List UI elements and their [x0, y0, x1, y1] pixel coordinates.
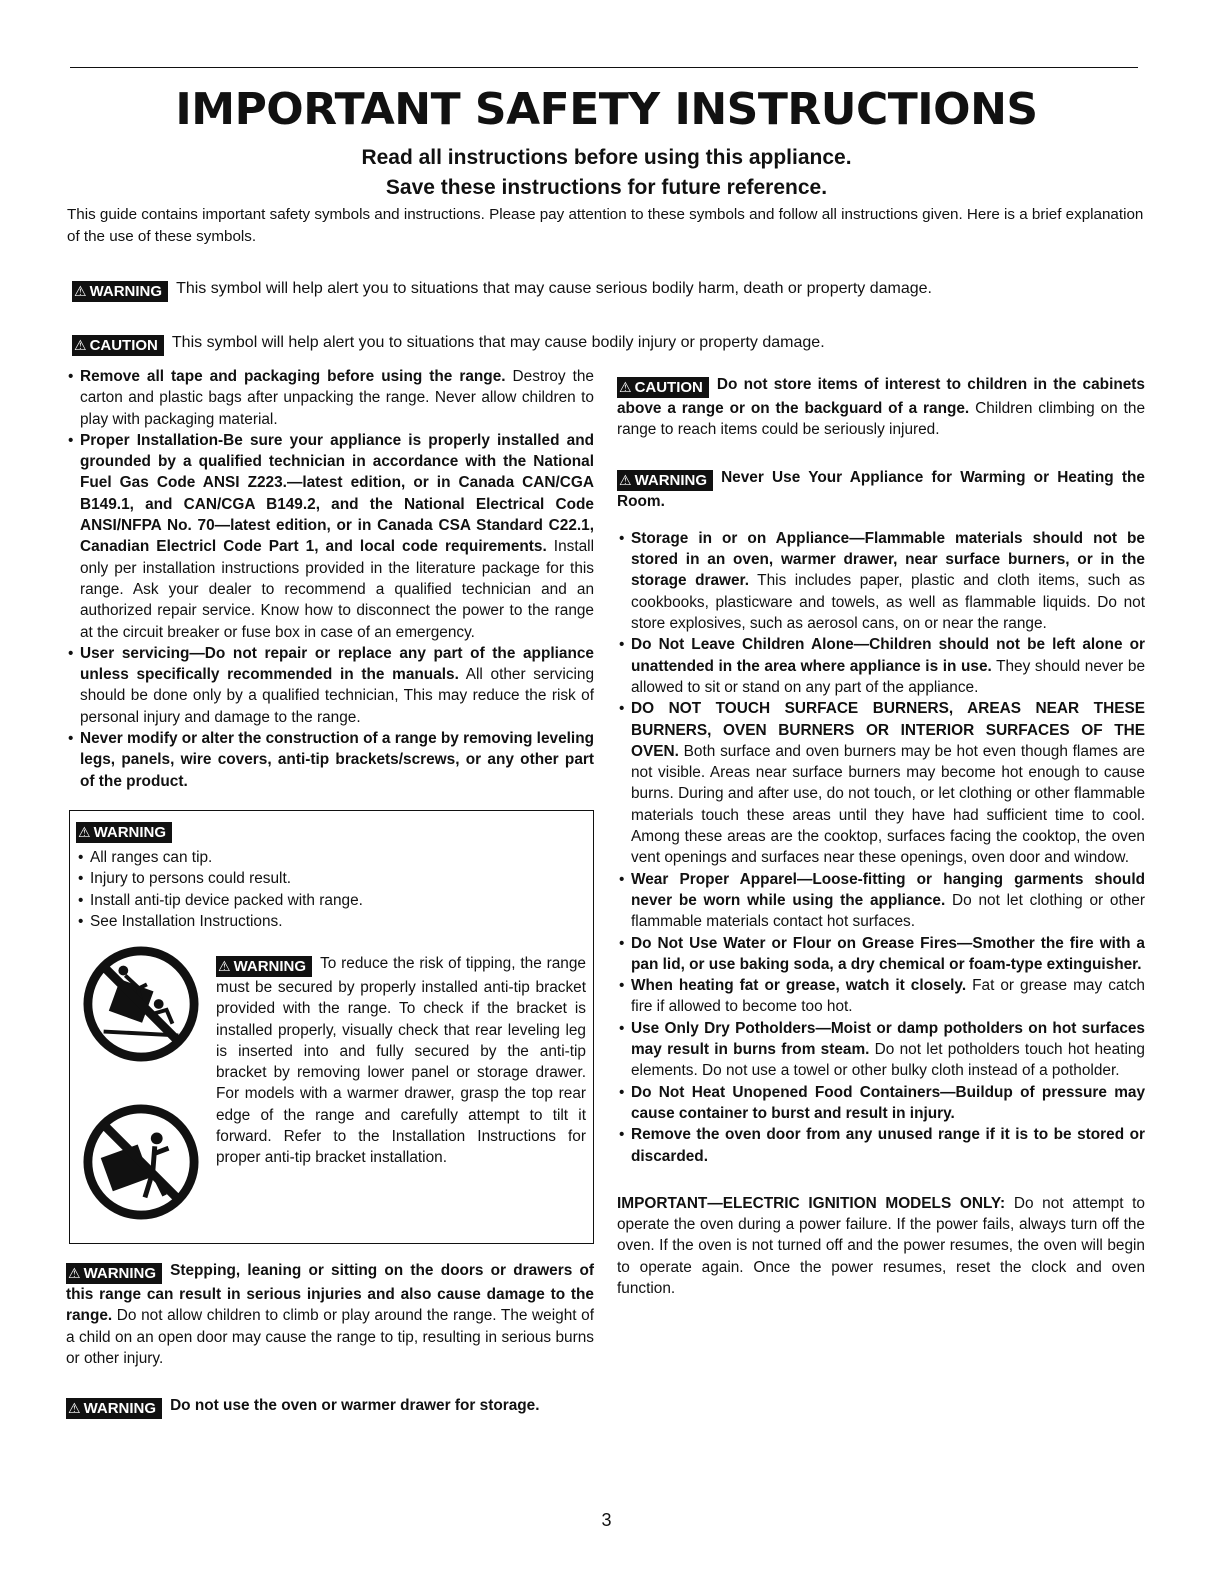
list-item: • Do Not Leave Children Alone—Children should not be left alone or unattended in the area where appliance is in use. They should never be allowed to sit or stand on any part of the appliance. [631, 634, 1145, 698]
ignition-note: IMPORTANT—ELECTRIC IGNITION MODELS ONLY: Do not attempt to operate the oven during a power failure. If the power fails, always turn off the oven. If the oven is not turned off and the power resumes, the oven will begin to operate again. Once the power resumes, reset the clock and oven function. [617, 1194, 1145, 1297]
alert-triangle-icon: ⚠ [68, 1264, 81, 1281]
alert-triangle-icon: ⚠ [74, 337, 87, 353]
alert-triangle-icon: ⚠ [74, 283, 87, 299]
left-bullet-list [66, 366, 594, 792]
right-bullet-list [617, 528, 1145, 1167]
list-item: • User servicing—Do not repair or replace any part of the appliance unless specifically recommended in the manuals. All other servicing should be done only by a qualified technician, This may reduce the risk of personal injury and damage to the range. [80, 643, 594, 728]
top-rule [70, 67, 1138, 68]
intro-paragraph: This guide contains important safety symbols and instructions. Please pay attention to these symbols and follow all instructions given. Here is a brief explanation of the use of these symbols. [67, 206, 1144, 245]
stepping-warning: ⚠ WARNING Stepping, leaning or sitting on the doors or drawers of this range can result in serious injuries and also cause damage to the range. Do not allow children to climb or play around the range. The weight of a child on an open door may cause the range to tip, resulting in serious burns or other injury. [66, 1261, 594, 1367]
warning-symbol-explanation [72, 278, 932, 302]
warning-label: ⚠ WARNING [72, 281, 168, 302]
list-item: • Remove all tape and packaging before using the range. Destroy the carton and plastic bags after unpacking the range. Never allow children to play with packaging material. [80, 366, 594, 430]
caution-label: ⚠ CAUTION [617, 377, 709, 398]
prohibition-signs [82, 945, 202, 1262]
list-item: • All ranges can tip. [90, 847, 585, 868]
page-number: 3 [601, 1510, 612, 1530]
list-item: • When heating fat or grease, watch it closely. Fat or grease may catch fire if allowed to become too hot. [631, 975, 1145, 1018]
list-item: • Proper Installation-Be sure your appliance is properly installed and grounded by a qualified technician in accordance with the National Fuel Gas Code ANSI Z223.—latest edition, or in Canada CAN/CGA B149.1, and CAN/CGA B149.2, and the National Electrical Code ANSI/NFPA No. 70—latest edition, or in Canada CSA Standard C22.1, Canadian Electricl Code Part 1, and local code requirements. Install only per installation instructions provided in the literature package for this range. Ask your dealer to recommend a qualified technician and an authorized repair service. Know how to disconnect the power to the range at the circuit breaker or fuse box in case of an emergency. [80, 430, 594, 643]
caution-symbol-explanation [72, 332, 825, 356]
list-item: • See Installation Instructions. [90, 911, 585, 932]
list-item: • Install anti-tip device packed with range. [90, 890, 585, 911]
list-item: • Never modify or alter the construction of a range by removing leveling legs, panels, wire covers, anti-tip brackets/screws, or any other part of the product. [80, 728, 594, 792]
caution-label: ⚠ CAUTION [72, 335, 164, 356]
list-item: • Storage in or on Appliance—Flammable materials should not be stored in an oven, warmer drawer, near surface burners, or in the storage drawer. This includes paper, plastic and cloth items, such as cookbooks, plasticware and towels, as well as flammable liquids. Do not store explosives, such as aerosol cans, on or near the range. [631, 528, 1145, 634]
storage-warning: ⚠ WARNING Do not use the oven or warmer drawer for storage. [68, 1397, 540, 1418]
children-caution: ⚠ CAUTION Do not store items of interest to children in the cabinets above a range or on the backguard of a range. Children climbing on the range to reach items could be seriously injured. [617, 376, 1146, 439]
anti-tip-warning-box [69, 810, 594, 1244]
warning-label: ⚠ WARNING [617, 470, 713, 491]
list-item: • Wear Proper Apparel—Loose-fitting or hanging garments should never be worn while using the appliance. Do not let clothing or other flammable materials contact hot surfaces. [631, 869, 1145, 933]
right-column [617, 374, 1145, 1299]
warning-label: ⚠ WARNING [76, 822, 172, 843]
warning-label: ⚠ WARNING [66, 1263, 162, 1284]
list-item: • DO NOT TOUCH SURFACE BURNERS, AREAS NEAR THESE BURNERS, OVEN BURNERS OR INTERIOR SURFACES OF THE OVEN. Both surface and oven burners may be hot even though flames are not visible. Areas near surface burners may become hot enough to cause burns. During and after use, do not touch, or let clothing or other flammable materials touch these areas until they have had sufficient time to cool. Among these areas are the cooktop, surfaces facing the cooktop, the oven vent openings and surfaces near these openings, oven door and window. [631, 698, 1145, 868]
list-item: • Do Not Use Water or Flour on Grease Fires—Smother the fire with a pan lid, or use baking soda, a dry chemical or foam-type extinguisher. [631, 933, 1145, 976]
list-item: • Do Not Heat Unopened Food Containers—Buildup of pressure may cause container to burst and result in injury. [631, 1082, 1145, 1125]
list-item: • Injury to persons could result. [90, 868, 585, 889]
list-item: • Use Only Dry Potholders—Moist or damp potholders on hot surfaces may result in burns from steam. Do not let potholders touch hot heating elements. Do not use a towel or other bulky cloth instead of a potholder. [631, 1018, 1145, 1082]
alert-triangle-icon: ⚠ [218, 957, 231, 974]
child-on-door-prohibited-icon [82, 945, 200, 1063]
warning-label: ⚠ WARNING [216, 956, 312, 977]
tip-bullet-list [76, 847, 585, 932]
alert-triangle-icon: ⚠ [68, 1400, 81, 1417]
anti-tip-instructions: ⚠ WARNING To reduce the risk of tipping, the range must be secured by properly installed anti-tip bracket provided with the range. To check if the bracket is installed properly, visually check that rear leveling leg is inserted into and fully secured by the anti-tip bracket by removing lower panel or storage drawer. For models with a warmer drawer, grasp the top rear edge of the range and carefully attempt to tilt it forward. Refer to the Installation Instructions for proper anti-tip bracket installation. [216, 954, 586, 1167]
subtitle-save: Save these instructions for future reference. [385, 176, 828, 199]
list-item: • Remove the oven door from any unused range if it is to be stored or discarded. [631, 1124, 1145, 1167]
alert-triangle-icon: ⚠ [619, 471, 632, 488]
alert-triangle-icon: ⚠ [78, 823, 91, 840]
alert-triangle-icon: ⚠ [619, 379, 632, 395]
left-column [66, 366, 594, 1419]
page-title: IMPORTANT SAFETY INSTRUCTIONS [175, 84, 1038, 135]
heating-warning: ⚠ WARNING Never Use Your Appliance for Warming or Heating the Room. [617, 468, 1145, 510]
warning-symbol-text: This symbol will help alert you to situations that may cause serious bodily harm, death or property damage. [176, 280, 932, 297]
range-tipping-prohibited-icon [82, 1103, 200, 1221]
subtitle-read: Read all instructions before using this appliance. [361, 146, 852, 169]
caution-symbol-text: This symbol will help alert you to situations that may cause bodily injury or property damage. [171, 334, 825, 351]
warning-label: ⚠ WARNING [66, 1398, 162, 1419]
